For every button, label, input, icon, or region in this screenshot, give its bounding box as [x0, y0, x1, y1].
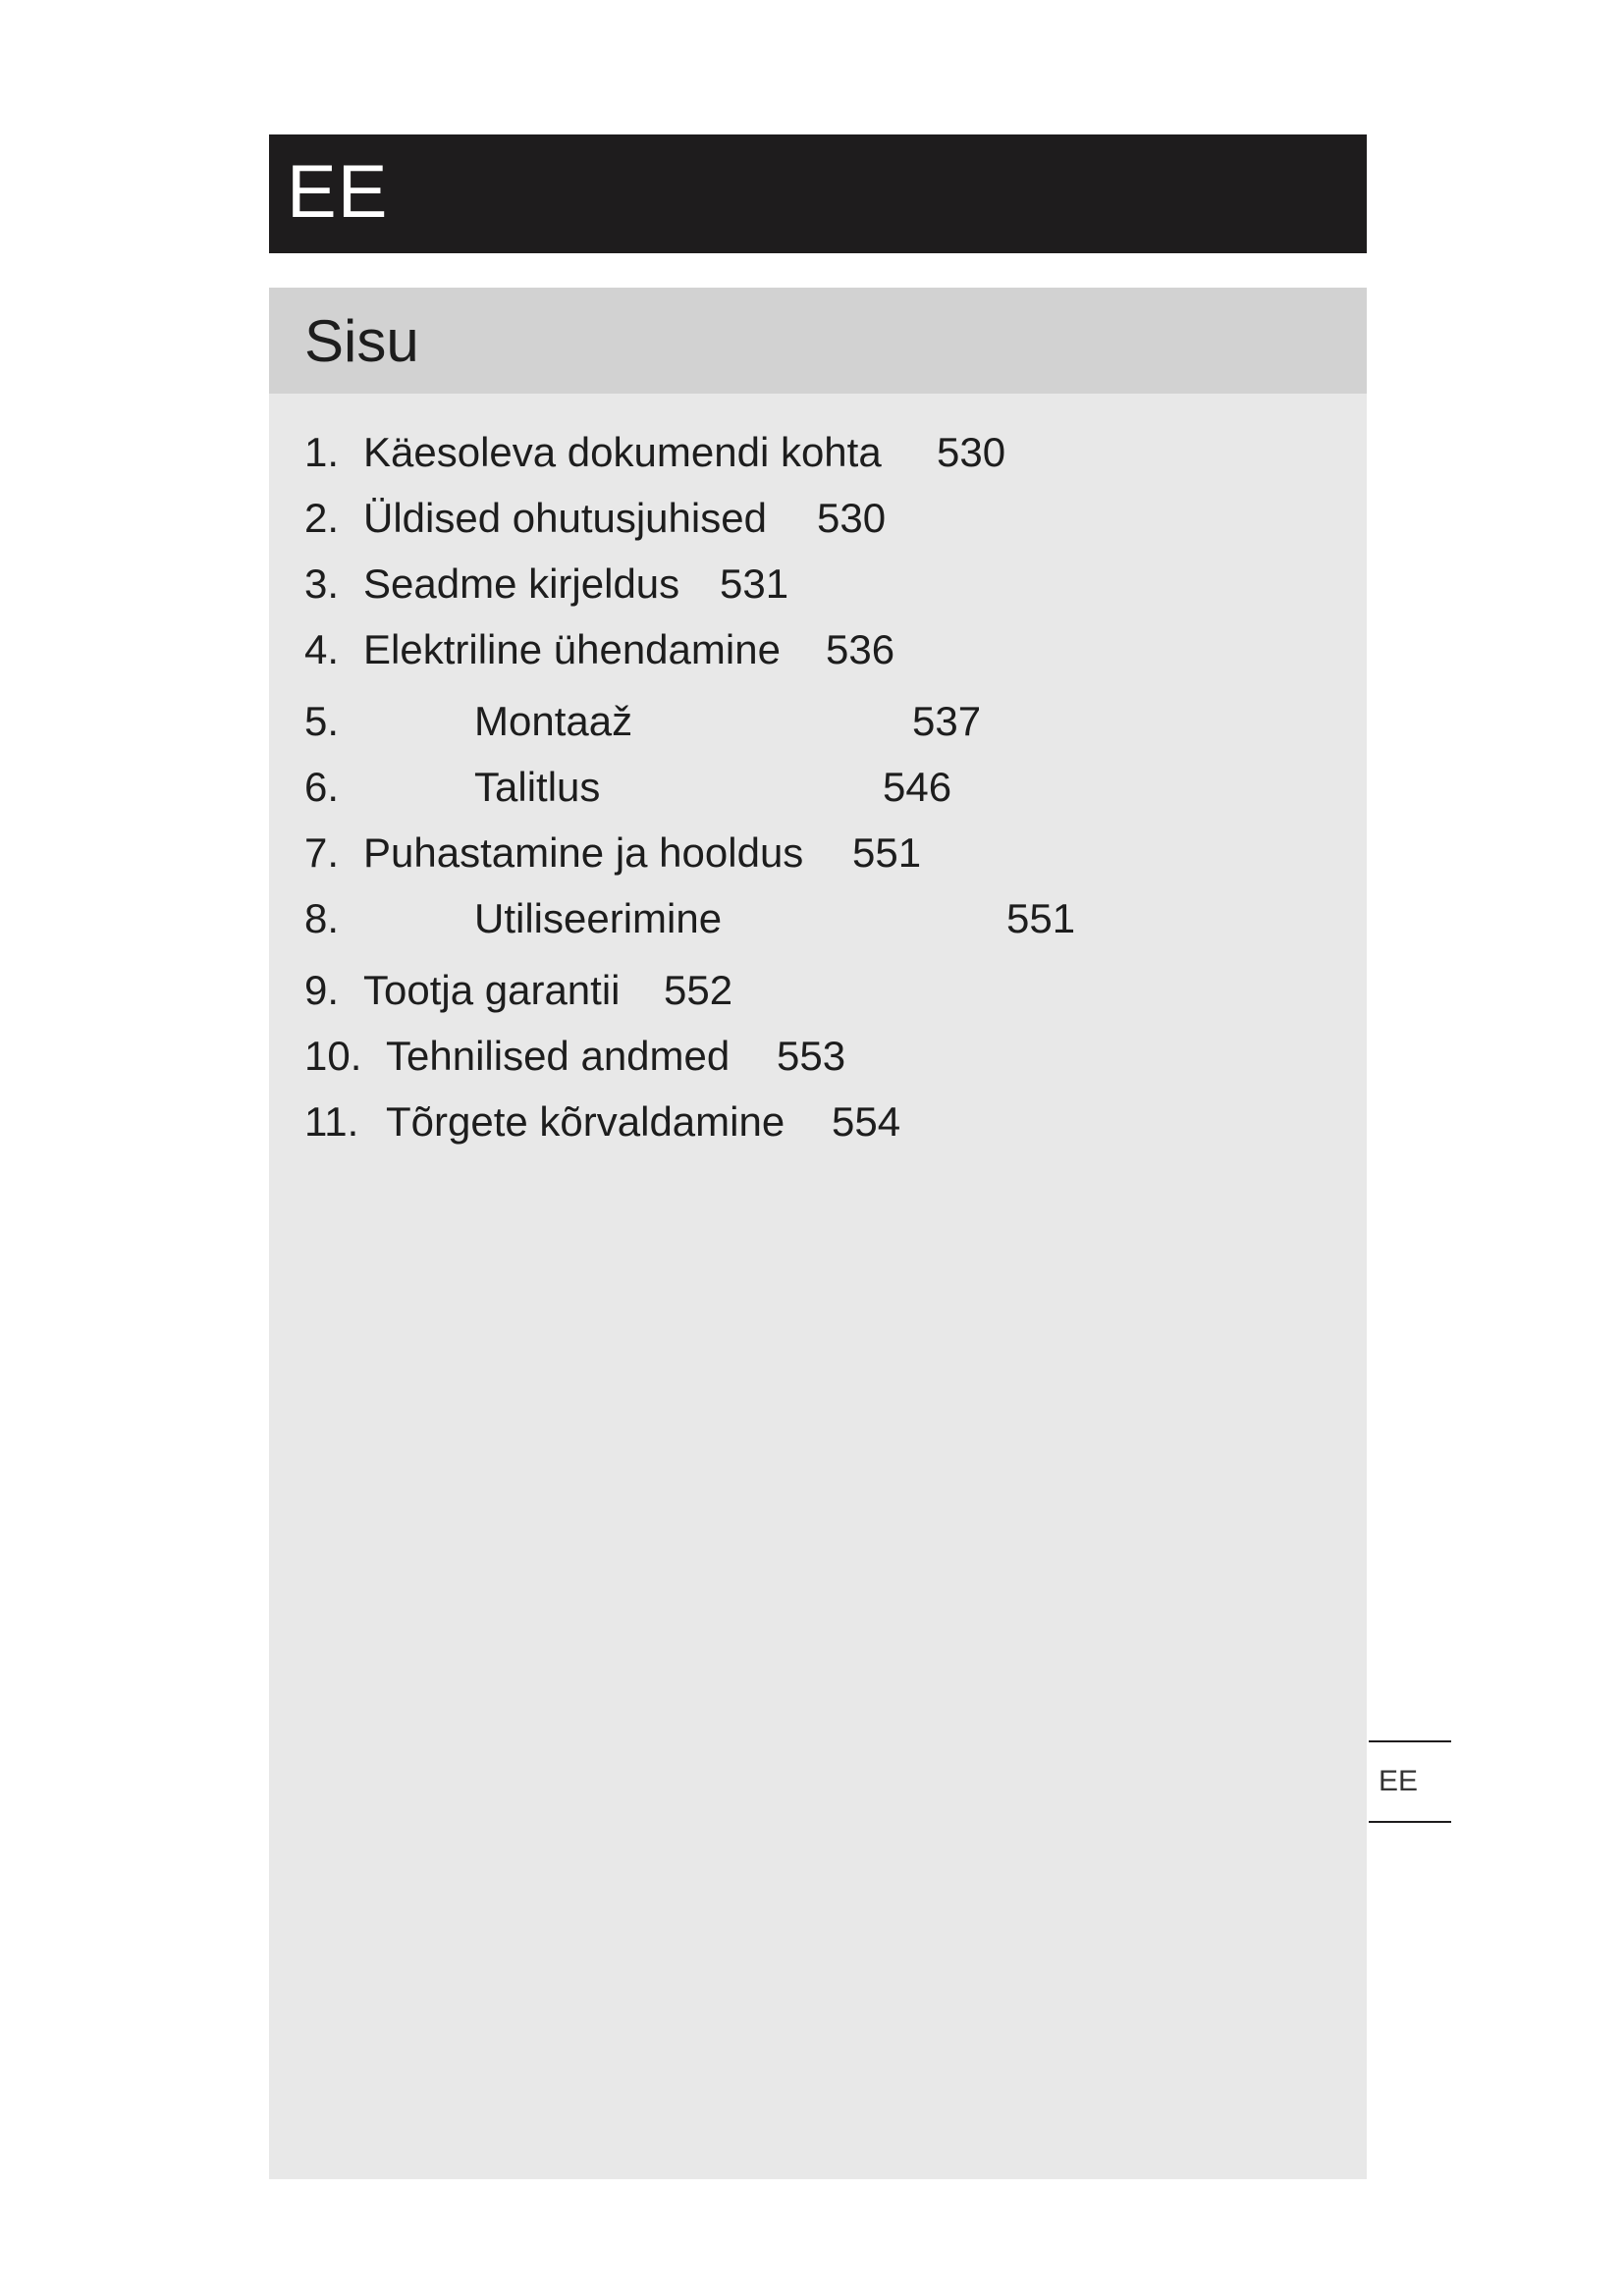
toc-item-title: Utiliseerimine — [474, 895, 723, 941]
toc-item[interactable] — [304, 557, 1345, 612]
toc-item[interactable] — [304, 826, 1345, 881]
toc-item-number: 11. — [304, 1098, 359, 1145]
toc-item-number: 8. — [304, 895, 340, 941]
toc-item[interactable] — [304, 760, 1345, 815]
toc-item[interactable] — [304, 622, 1345, 677]
toc-item-title: Tootja garantii — [363, 967, 621, 1013]
toc-item-page: 536 — [826, 626, 895, 672]
toc-item-page: 553 — [777, 1033, 846, 1079]
toc-item-title: Tõrgete kõrvaldamine — [386, 1098, 785, 1145]
toc-item-title: Puhastamine ja hooldus — [363, 829, 804, 876]
toc-item-number: 10. — [304, 1033, 362, 1079]
toc-item-title: Elektriline ühendamine — [363, 626, 781, 672]
toc-item-number: 9. — [304, 967, 340, 1013]
toc-item-page: 531 — [720, 561, 789, 607]
toc-title: Sisu — [304, 308, 419, 374]
toc-item-title: Üldised ohutusjuhised — [363, 495, 767, 541]
toc-item-number: 7. — [304, 829, 340, 876]
toc-list — [304, 288, 1345, 2153]
toc-item-page: 537 — [912, 698, 982, 744]
toc-item[interactable] — [304, 891, 1345, 946]
toc-item[interactable] — [304, 963, 1345, 1018]
toc-item-page: 530 — [817, 495, 887, 541]
toc-item-title: Seadme kirjeldus — [363, 561, 680, 607]
toc-item-number: 6. — [304, 764, 340, 810]
toc-item-page: 551 — [852, 829, 922, 876]
language-header — [269, 134, 1367, 253]
toc-item-page: 554 — [832, 1098, 901, 1145]
toc-item-title: Tehnilised andmed — [386, 1033, 731, 1079]
toc-item-page: 530 — [937, 429, 1006, 475]
language-code: EE — [287, 150, 389, 234]
toc-item[interactable] — [304, 491, 1345, 546]
toc-item-page: 551 — [1006, 895, 1076, 941]
side-tab-label: EE — [1379, 1765, 1419, 1797]
toc-item-number: 1. — [304, 429, 340, 475]
toc-item-number: 4. — [304, 626, 340, 672]
toc-item[interactable] — [304, 694, 1345, 749]
toc-item-title: Talitlus — [474, 764, 601, 810]
language-side-tab — [1369, 1740, 1451, 1823]
toc-item-number: 2. — [304, 495, 340, 541]
toc-item-page: 552 — [664, 967, 733, 1013]
toc-panel — [269, 288, 1367, 2179]
toc-item-title: Montaaž — [474, 698, 633, 744]
toc-item-number: 3. — [304, 561, 340, 607]
toc-item[interactable] — [304, 1095, 1345, 1149]
toc-item[interactable] — [304, 1029, 1345, 1084]
toc-item-page: 546 — [883, 764, 952, 810]
toc-item-title: Käesoleva dokumendi kohta — [363, 429, 882, 475]
toc-item[interactable] — [304, 425, 1345, 480]
toc-item-number: 5. — [304, 698, 340, 744]
